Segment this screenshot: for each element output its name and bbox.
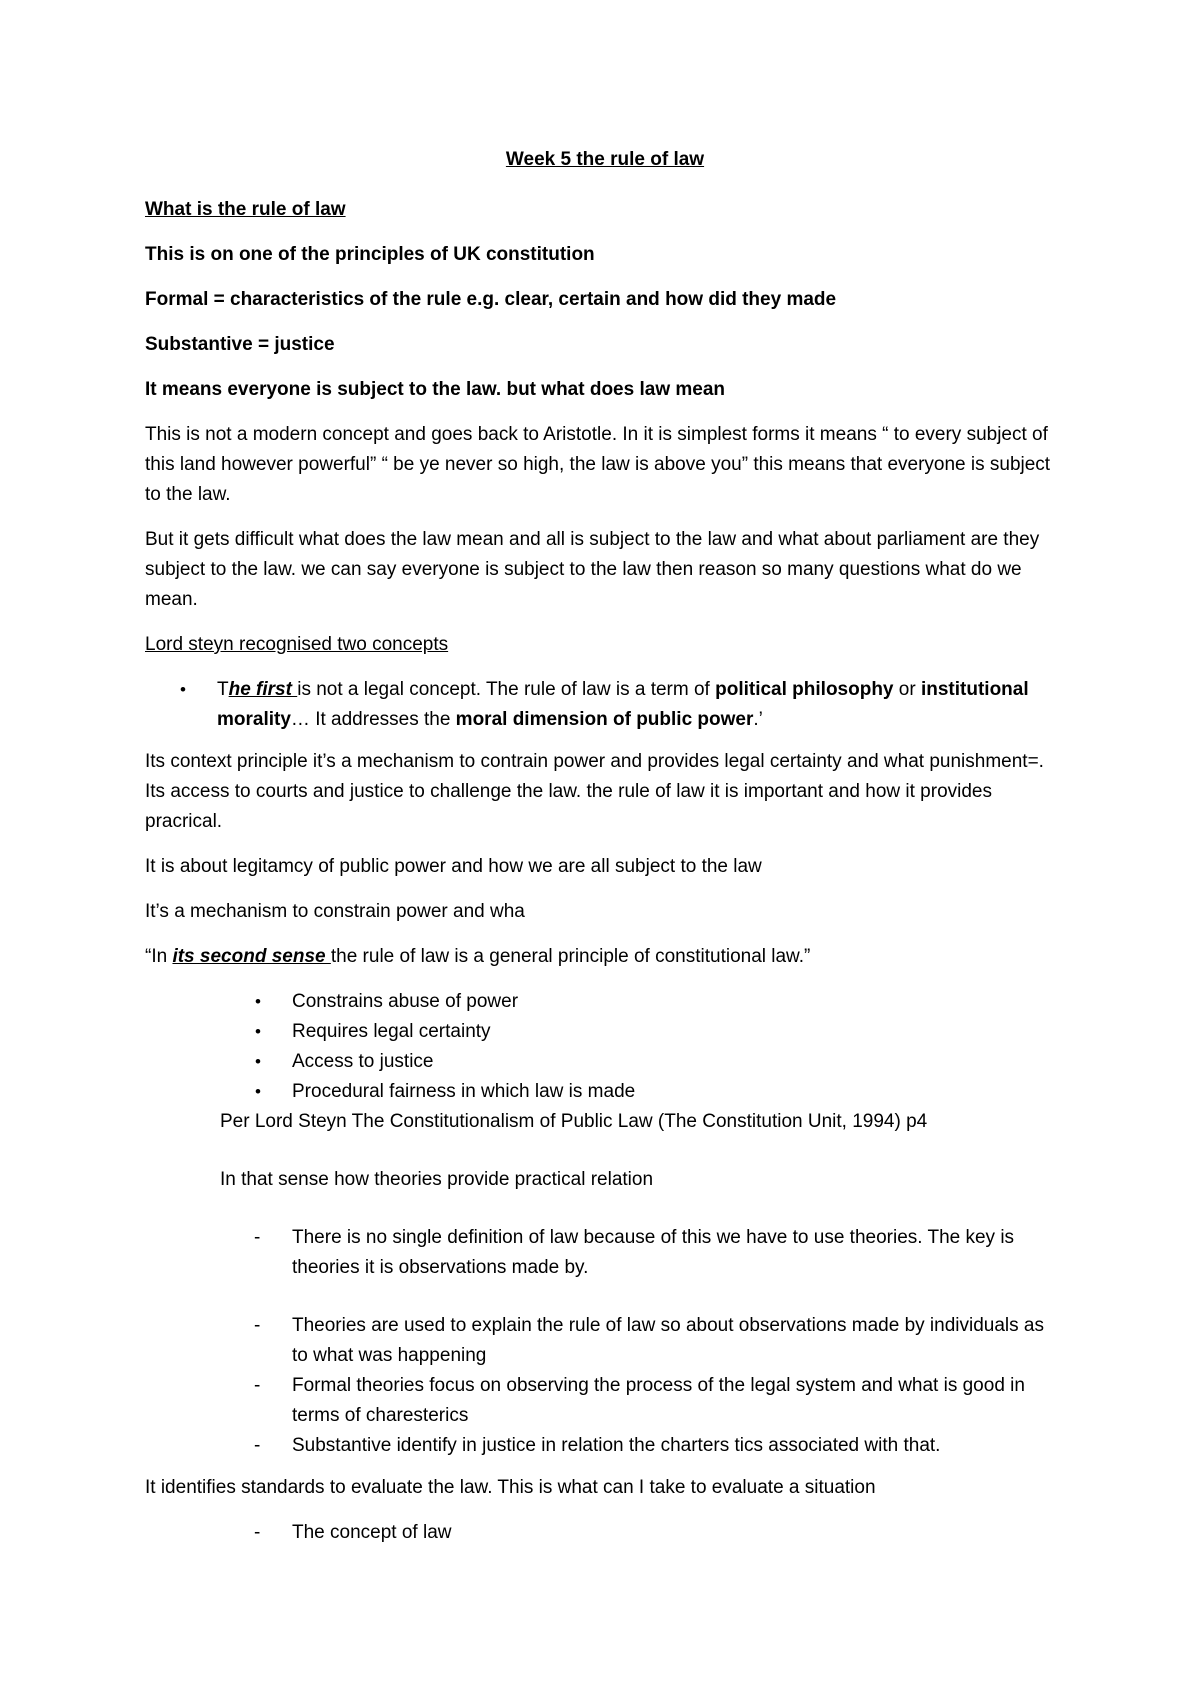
second-sense-open: “In bbox=[145, 946, 173, 967]
list-item: • Access to justice bbox=[292, 1047, 1065, 1077]
line-principles: This is on one of the principles of UK constitution bbox=[145, 244, 595, 265]
heading-lord-steyn: Lord steyn recognised two concepts bbox=[145, 634, 449, 655]
document-title: Week 5 the rule of law bbox=[505, 149, 705, 170]
document-page bbox=[145, 145, 1065, 1560]
first-concept-text-a: is not a legal concept. The rule of law is a term of bbox=[297, 679, 716, 700]
first-concept-lead: T bbox=[217, 679, 229, 700]
list-item: - Substantive identify in justice in relation the charters tics associated with that. bbox=[292, 1431, 1065, 1461]
paragraph-second-sense bbox=[145, 942, 1065, 972]
line-substantive: Substantive = justice bbox=[145, 334, 335, 355]
list-item: - Formal theories focus on observing the process of the legal system and what is good in terms of charesterics bbox=[292, 1371, 1065, 1431]
first-concept-bold-b: institutional morality bbox=[217, 679, 1029, 730]
list-item: • Requires legal certainty bbox=[292, 1017, 1065, 1047]
first-concept-list bbox=[145, 675, 1065, 735]
first-concept-text-c: … It addresses the bbox=[290, 709, 456, 730]
list-item: - The concept of law bbox=[292, 1518, 1065, 1548]
concept-dash-list bbox=[145, 1518, 1065, 1548]
source-citation: Per Lord Steyn The Constitutionalism of Public Law (The Constitution Unit, 1994) p4 bbox=[220, 1111, 928, 1132]
paragraph-legitamcy: It is about legitamcy of public power and how we are all subject to the law bbox=[145, 856, 762, 877]
list-item: • Procedural fairness in which law is made bbox=[292, 1077, 1065, 1107]
list-item: - There is no single definition of law because of this we have to use theories. The key is theories it is observations made by. bbox=[292, 1223, 1065, 1283]
first-concept-text-b: or bbox=[893, 679, 921, 700]
second-sense-list bbox=[145, 987, 1065, 1107]
paragraph-context: Its context principle it’s a mechanism to contrain power and provides legal certainty and what punishment=. Its access to courts and justice to challenge the law. the rule of law it is important and how it provides pracrical. bbox=[145, 751, 1044, 832]
theories-dash-list bbox=[145, 1223, 1065, 1461]
first-concept-item bbox=[217, 675, 1065, 735]
first-concept-bold-a: political philosophy bbox=[715, 679, 894, 700]
line-sense-theories: In that sense how theories provide practical relation bbox=[220, 1169, 654, 1190]
first-concept-emphasis: he first bbox=[228, 679, 298, 700]
paragraph-aristotle: This is not a modern concept and goes back to Aristotle. In it is simplest forms it means “ to every subject of this land however powerful” “ be ye never so high, the law is above you” this means that everyone is subject to the law. bbox=[145, 424, 1051, 505]
paragraph-difficult: But it gets difficult what does the law mean and all is subject to the law and what about parliament are they subject to the law. we can say everyone is subject to the law then reason so many questions what do we mean. bbox=[145, 529, 1040, 610]
first-concept-text-d: .’ bbox=[753, 709, 763, 730]
line-subject: It means everyone is subject to the law. but what does law mean bbox=[145, 379, 726, 400]
first-concept-bold-c: moral dimension of public power bbox=[455, 709, 754, 730]
list-item: • Constrains abuse of power bbox=[292, 987, 1065, 1017]
second-sense-emphasis: its second sense bbox=[172, 946, 331, 967]
list-item: - Theories are used to explain the rule of law so about observations made by individuals as to what was happening bbox=[292, 1311, 1065, 1371]
paragraph-mechanism: It’s a mechanism to constrain power and wha bbox=[145, 901, 525, 922]
paragraph-standards: It identifies standards to evaluate the law. This is what can I take to evaluate a situation bbox=[145, 1477, 876, 1498]
line-formal: Formal = characteristics of the rule e.g. clear, certain and how did they made bbox=[145, 289, 837, 310]
heading-what-is-rule-of-law: What is the rule of law bbox=[145, 199, 346, 220]
second-sense-rest: the rule of law is a general principle of constitutional law.” bbox=[330, 946, 811, 967]
